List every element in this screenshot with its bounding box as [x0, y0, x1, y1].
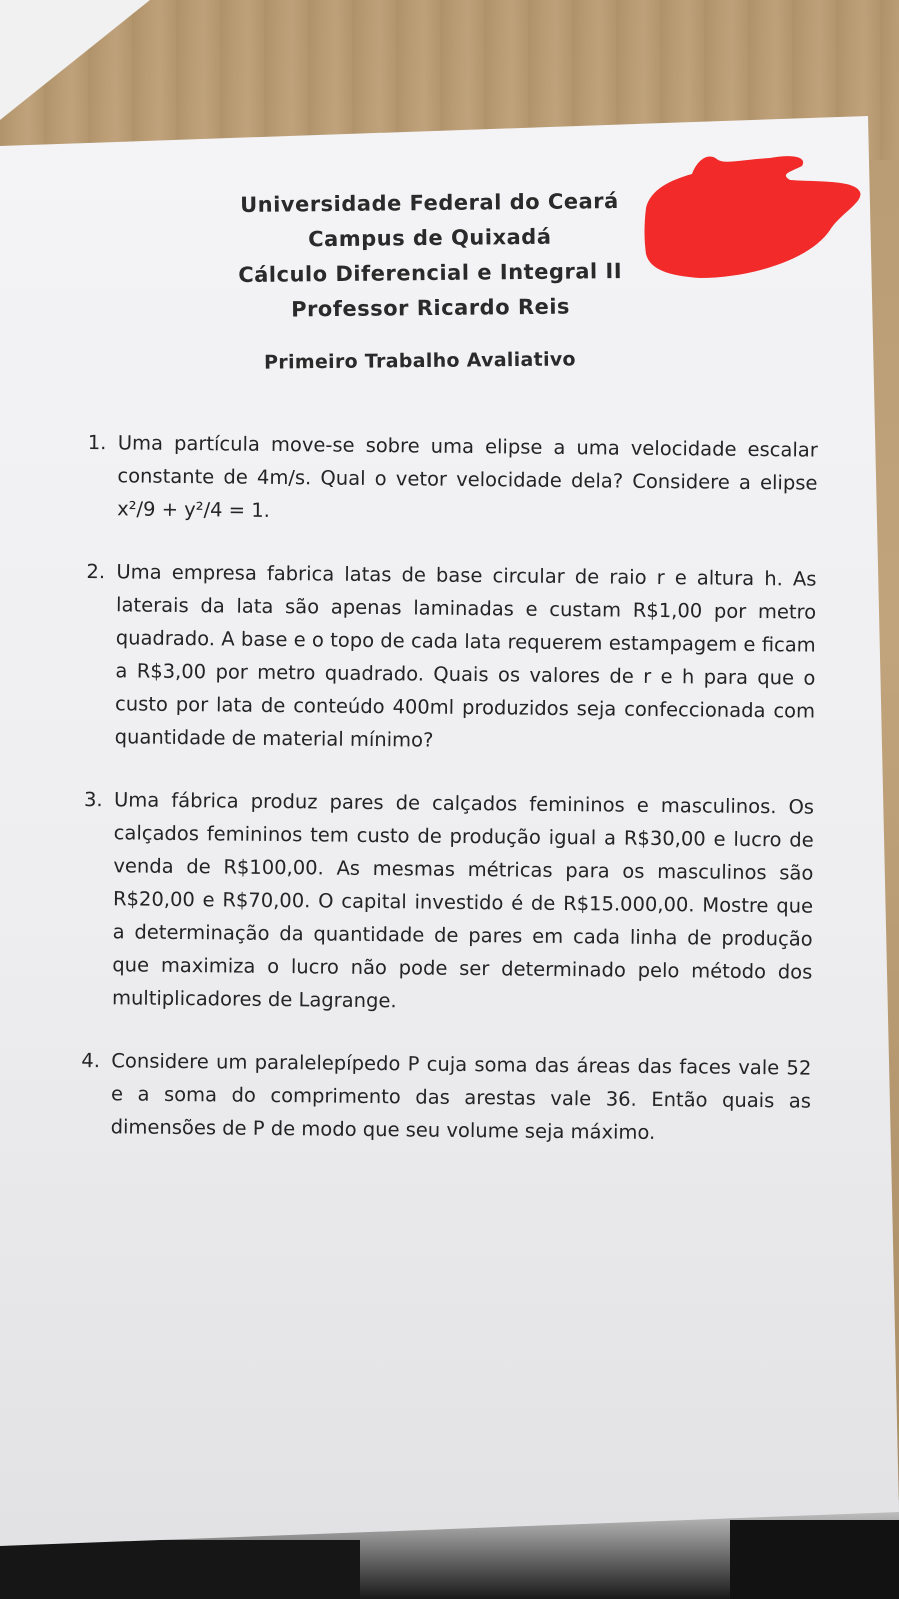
bottom-shadow-left: [0, 1540, 360, 1599]
question-4: [80, 1044, 811, 1151]
question-3: [82, 783, 814, 1022]
assignment-title: Primeiro Trabalho Avaliativo: [264, 348, 576, 374]
question-text: Uma partícula move-se sobre uma elipse a uma velocidade escalar constante de 4m/s. Qual o vetor velocidade dela? Considere a elipse x²/9 + y²/4 = 1.: [117, 431, 818, 522]
question-text: Considere um paralelepípedo P cuja soma das áreas das faces vale 52 e a soma do comprimento das arestas vale 36. Então quais as dimensões de P de modo que seu volume seja máximo.: [110, 1049, 812, 1144]
question-number: 1.: [87, 430, 107, 455]
course-name: Cálculo Diferencial e Integral II: [238, 258, 623, 288]
question-number: 4.: [81, 1048, 101, 1073]
question-number: 3.: [83, 787, 103, 812]
question-1: [87, 426, 818, 533]
question-text: Uma fábrica produz pares de calçados femininos e masculinos. Os calçados femininos tem custo de produção igual a R$30,00 e lucro de venda de R$100,00. As mesmas métricas para os masculinos são R$20,00 e R$70,00. O capital investido é de R$15.000,00. Mostre que a determinação da quantidade de pares em cada linha de produção que maximiza o lucro não pode ser determinado pelo método dos multiplicadores de Lagrange.: [111, 788, 815, 1013]
campus-name: Campus de Quixadá: [308, 224, 552, 252]
question-text: Uma empresa fabrica latas de base circular de raio r e altura h. As laterais da lata são apenas laminadas e custam R$1,00 por metro quadrado. A base e o topo de cada lata requerem estampagem e ficam a R$3,00 por metro quadrado. Quais os valores de r e h para que o custo por lata de conteúdo 400ml produzidos seja confeccionada com quantidade de material mínimo?: [114, 560, 817, 752]
question-number: 2.: [86, 559, 106, 584]
document-header: [199, 184, 660, 329]
background-paper-corner: [0, 0, 150, 120]
bottom-shadow-right: [730, 1520, 899, 1599]
professor-name: Professor Ricardo Reis: [290, 294, 571, 322]
question-list: [80, 426, 818, 1181]
question-2: [85, 555, 817, 761]
university-name: Universidade Federal do Ceará: [240, 189, 619, 217]
